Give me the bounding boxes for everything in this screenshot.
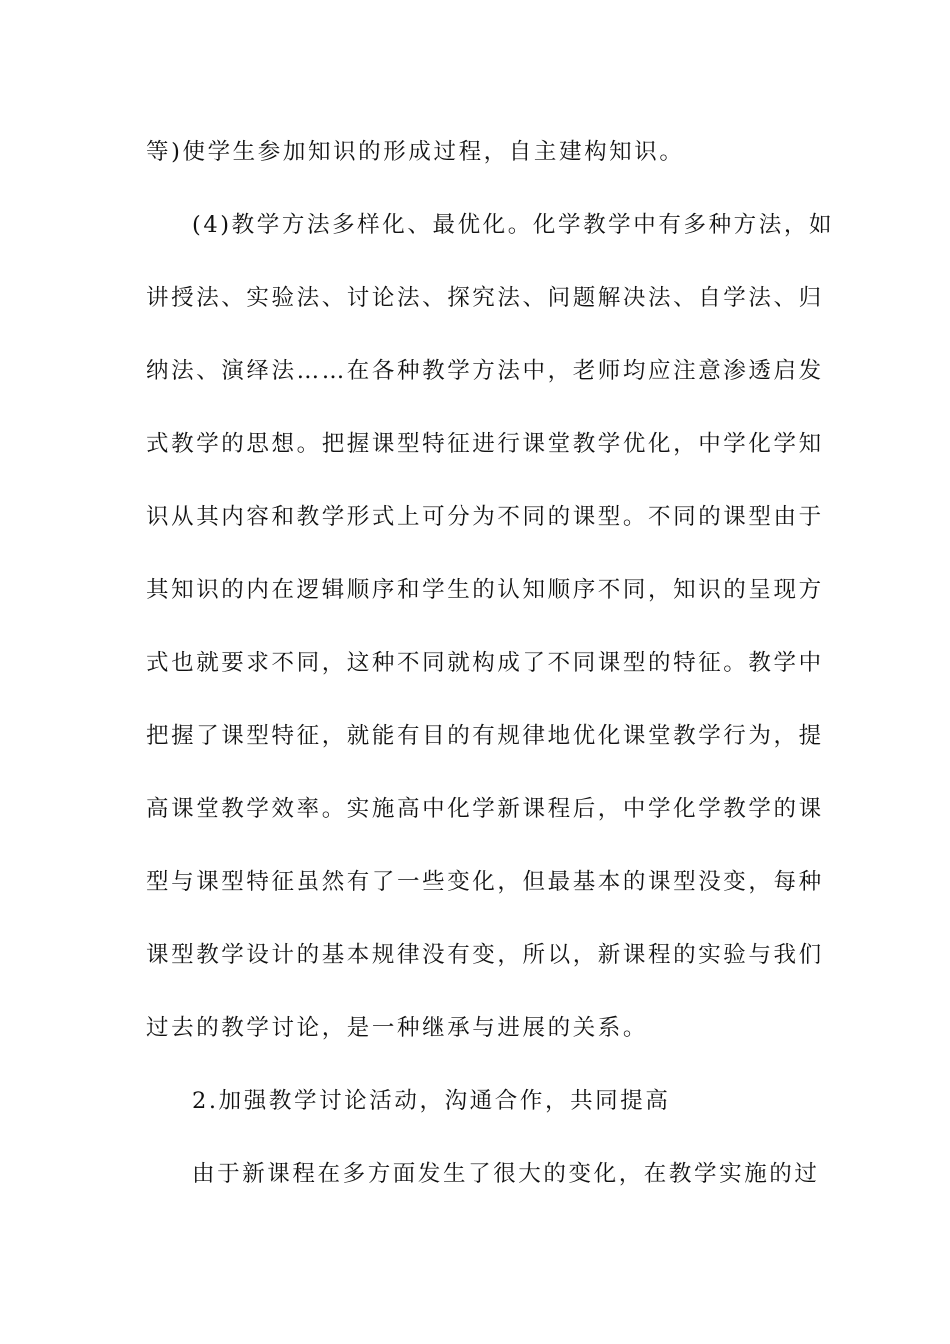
text-line-10: 高课堂教学效率。实施高中化学新课程后，中学化学教学的课 <box>146 796 824 822</box>
section-heading: 2.加强教学讨论活动，沟通合作，共同提高 <box>192 1088 671 1114</box>
text-line-9: 把握了课型特征，就能有目的有规律地优化课堂教学行为，提 <box>146 723 824 749</box>
text-line-7: 其知识的内在逻辑顺序和学生的认知顺序不同，知识的呈现方 <box>146 577 824 603</box>
text-line-8: 式也就要求不同，这种不同就构成了不同课型的特征。教学中 <box>146 650 824 676</box>
text-line-13: 过去的教学讨论，是一种继承与进展的关系。 <box>146 1015 649 1041</box>
text-line-2: (4)教学方法多样化、最优化。化学教学中有多种方法，如 <box>192 212 835 238</box>
text-line-1: 等)使学生参加知识的形成过程，自主建构知识。 <box>146 139 685 165</box>
text-line-3: 讲授法、实验法、讨论法、探究法、问题解决法、自学法、归 <box>146 285 824 311</box>
text-line-12: 课型教学设计的基本规律没有变，所以，新课程的实验与我们 <box>146 942 824 968</box>
text-line-15: 由于新课程在多方面发生了很大的变化，在教学实施的过 <box>192 1161 820 1187</box>
text-line-5: 式教学的思想。把握课型特征进行课堂教学优化，中学化学知 <box>146 431 824 457</box>
text-line-6: 识从其内容和教学形式上可分为不同的课型。不同的课型由于 <box>146 504 824 530</box>
text-line-4: 纳法、演绎法……在各种教学方法中，老师均应注意渗透启发 <box>146 358 824 384</box>
text-line-11: 型与课型特征虽然有了一些变化，但最基本的课型没变，每种 <box>146 869 824 895</box>
